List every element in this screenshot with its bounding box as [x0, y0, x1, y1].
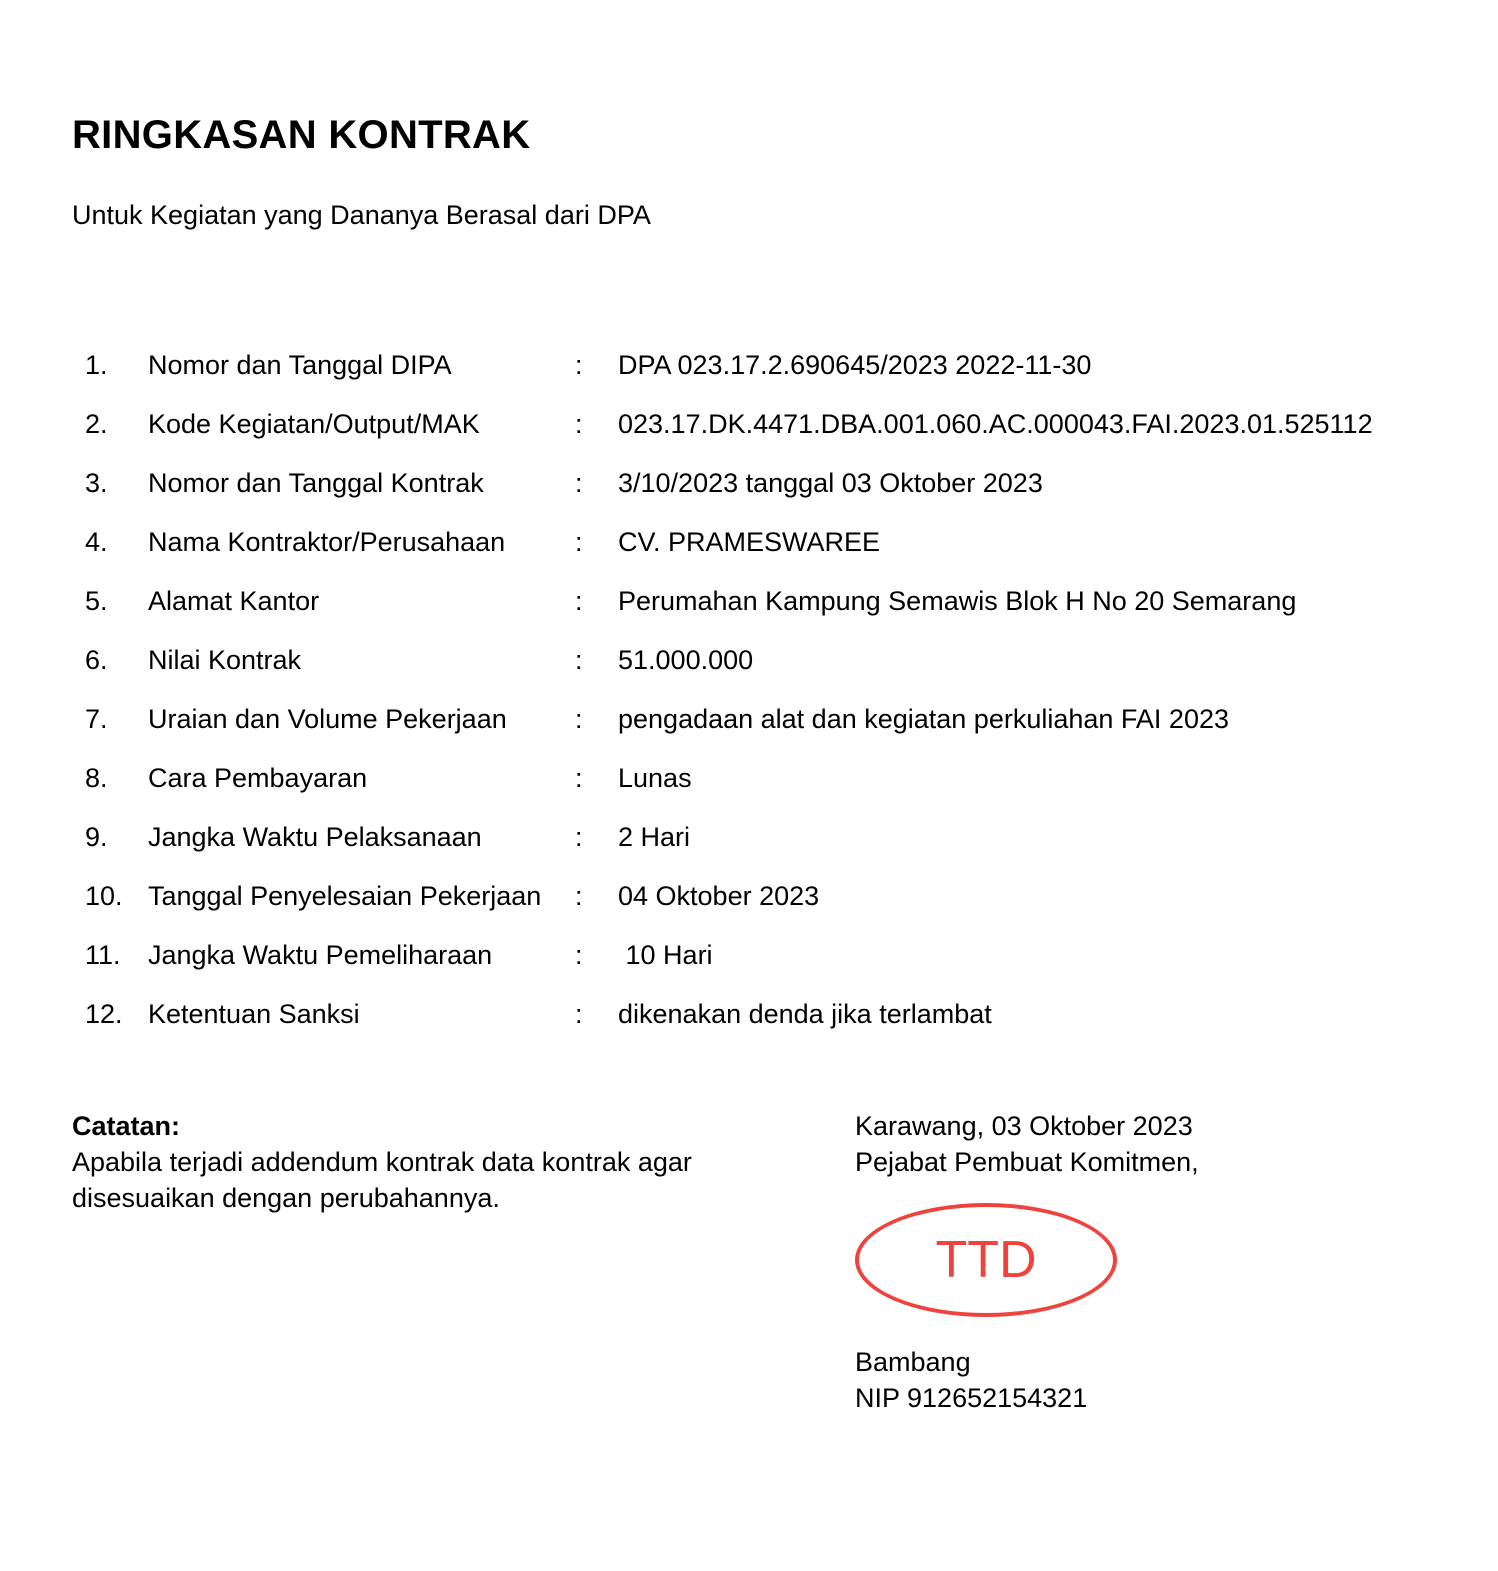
contract-item-row — [85, 349, 1438, 381]
item-number: 10. — [85, 881, 123, 911]
note-line-2: disesuaikan dengan perubahannya. — [72, 1183, 500, 1213]
signature-block — [855, 1108, 1438, 1416]
item-number: 7. — [85, 704, 108, 734]
item-label: Nomor dan Tanggal Kontrak — [148, 468, 484, 498]
item-separator: : — [575, 881, 583, 911]
contract-item-row — [85, 821, 1438, 853]
item-label: Nilai Kontrak — [148, 645, 302, 675]
item-number: 3. — [85, 468, 108, 498]
contract-item-row — [85, 585, 1438, 617]
item-separator: : — [575, 704, 583, 734]
item-separator: : — [575, 586, 583, 616]
item-label: Alamat Kantor — [148, 586, 320, 616]
note-heading: Catatan: — [72, 1111, 181, 1141]
item-value: 3/10/2023 tanggal 03 Oktober 2023 — [618, 468, 1043, 498]
item-value: Lunas — [618, 763, 692, 793]
item-number: 1. — [85, 350, 108, 380]
contract-item-row — [85, 408, 1438, 440]
item-number: 4. — [85, 527, 108, 557]
item-label: Nama Kontraktor/Perusahaan — [148, 527, 506, 557]
item-number: 2. — [85, 409, 108, 439]
item-label: Ketentuan Sanksi — [148, 999, 360, 1029]
item-value: 51.000.000 — [618, 645, 754, 675]
item-number: 9. — [85, 822, 108, 852]
item-label: Tanggal Penyelesaian Pekerjaan — [148, 881, 542, 911]
item-separator: : — [575, 822, 583, 852]
item-separator: : — [575, 763, 583, 793]
item-value: 10 Hari — [618, 940, 713, 970]
item-label: Kode Kegiatan/Output/MAK — [148, 409, 480, 439]
item-label: Nomor dan Tanggal DIPA — [148, 350, 452, 380]
item-value: Perumahan Kampung Semawis Blok H No 20 Semarang — [618, 586, 1297, 616]
item-value: DPA 023.17.2.690645/2023 2022-11-30 — [618, 350, 1092, 380]
signature-name: Bambang — [855, 1347, 971, 1377]
item-separator: : — [575, 940, 583, 970]
item-separator: : — [575, 645, 583, 675]
contract-item-row — [85, 880, 1438, 912]
contract-item-row — [85, 467, 1438, 499]
item-separator: : — [575, 468, 583, 498]
stamp-text: TTD — [935, 1231, 1037, 1289]
item-number: 12. — [85, 999, 123, 1029]
item-value: CV. PRAMESWAREE — [618, 527, 881, 557]
item-label: Jangka Waktu Pelaksanaan — [148, 822, 482, 852]
signature-nip: NIP 912652154321 — [855, 1383, 1088, 1413]
item-value: 04 Oktober 2023 — [618, 881, 820, 911]
item-value: pengadaan alat dan kegiatan perkuliahan FAI 2023 — [618, 704, 1229, 734]
contract-item-row — [85, 998, 1438, 1030]
signature-stamp-ellipse — [855, 1203, 1117, 1317]
signature-place-date: Karawang, 03 Oktober 2023 — [855, 1111, 1193, 1141]
item-separator: : — [575, 409, 583, 439]
note-line-1: Apabila terjadi addendum kontrak data kontrak agar — [72, 1147, 692, 1177]
item-separator: : — [575, 350, 583, 380]
contract-item-row — [85, 526, 1438, 558]
item-label: Jangka Waktu Pemeliharaan — [148, 940, 493, 970]
item-number: 8. — [85, 763, 108, 793]
item-number: 5. — [85, 586, 108, 616]
contract-item-row — [85, 939, 1438, 971]
page-title: RINGKASAN KONTRAK — [72, 113, 531, 157]
footer-section — [72, 1108, 1438, 1416]
contract-item-row — [85, 644, 1438, 676]
item-value: 2 Hari — [618, 822, 691, 852]
page-subtitle: Untuk Kegiatan yang Dananya Berasal dari DPA — [72, 200, 651, 230]
note-section — [72, 1108, 855, 1416]
contract-items-list — [85, 349, 1438, 1030]
item-value: dikenakan denda jika terlambat — [618, 999, 992, 1029]
item-separator: : — [575, 527, 583, 557]
item-separator: : — [575, 999, 583, 1029]
item-label: Cara Pembayaran — [148, 763, 368, 793]
contract-item-row — [85, 703, 1438, 735]
item-label: Uraian dan Volume Pekerjaan — [148, 704, 507, 734]
item-number: 6. — [85, 645, 108, 675]
contract-item-row — [85, 762, 1438, 794]
signature-role: Pejabat Pembuat Komitmen, — [855, 1147, 1199, 1177]
item-number: 11. — [85, 940, 121, 970]
item-value: 023.17.DK.4471.DBA.001.060.AC.000043.FAI.2023.01.525112 — [618, 409, 1373, 439]
